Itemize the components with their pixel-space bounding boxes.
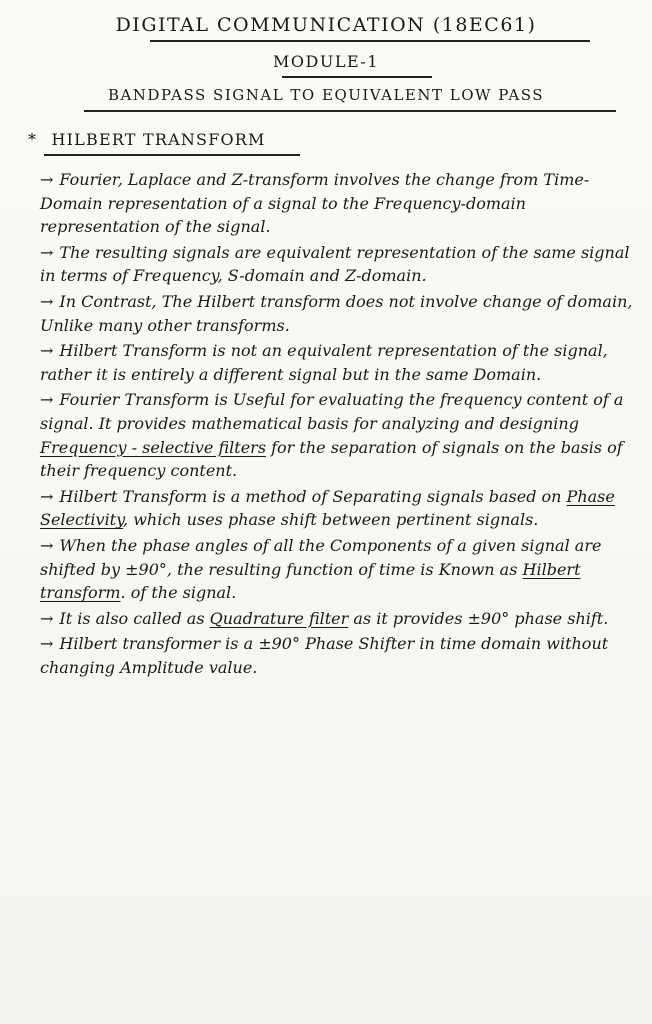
page-subtitle: BANDPASS SIGNAL TO EQUIVALENT LOW PASS [107, 86, 545, 104]
arrow-icon: → [40, 242, 54, 262]
bullet-list [40, 168, 636, 681]
bullet-text: , which uses phase shift between pertinent signals. [123, 510, 539, 530]
arrow-icon: → [40, 170, 54, 189]
bullet-item [40, 290, 636, 337]
page-title: DIGITAL COMMUNICATION (18EC61) [115, 14, 537, 36]
bullet-item [40, 241, 636, 288]
arrow-icon: → [40, 291, 54, 311]
bullet-text: In Contrast, The Hilbert transform does not involve change of domain, Unlike many other transforms. [40, 291, 633, 335]
arrow-icon: → [40, 341, 54, 361]
arrow-icon: → [40, 535, 54, 555]
arrow-icon: → [40, 486, 54, 506]
underlined-term: Quadrature filter [209, 608, 349, 628]
bullet-item [40, 632, 636, 679]
bullet-text: The resulting signals are equivalent representation of the same signal in terms of Frequency, S-domain and Z-domain. [40, 242, 630, 286]
bullet-text: Hilbert Transform is a method of Separating signals based on [59, 486, 567, 506]
bullet-text: . of the signal. [120, 583, 237, 603]
underlined-term: Phase Selectivity [40, 486, 615, 530]
underlined-term: Frequency - selective filters [40, 437, 267, 457]
bullet-text: as it provides ±90° phase shift. [348, 608, 609, 628]
section-underline [44, 154, 300, 156]
underlined-term: Hilbert transform [40, 559, 581, 603]
bullet-item [40, 607, 636, 631]
module-label: MODULE-1 [273, 52, 379, 71]
bullet-item [40, 485, 636, 532]
title-underline [150, 40, 590, 42]
section-heading [28, 130, 266, 149]
bullet-item [40, 339, 636, 386]
section-marker: * [28, 130, 38, 149]
bullet-text: Hilbert Transform is not an equivalent representation of the signal, rather it is entirely a different signal but in the same Domain. [40, 341, 608, 384]
bullet-text: Hilbert transformer is a ±90° Phase Shifter in time domain without changing Amplitude value. [40, 634, 609, 677]
bullet-item [40, 534, 636, 605]
bullet-text: Fourier Transform is Useful for evaluating the frequency content of a signal. It provides mathematical basis for analyzing and designing [40, 390, 624, 433]
bullet-text: It is also called as [59, 608, 210, 628]
arrow-icon: → [40, 390, 54, 410]
bullet-text: When the phase angles of all the Components of a given signal are shifted by ±90°, the resulting function of time is Known as [40, 535, 602, 579]
subtitle-underline [84, 110, 616, 112]
arrow-icon: → [40, 634, 54, 654]
module-underline [282, 76, 432, 78]
section-title: HILBERT TRANSFORM [51, 130, 266, 149]
bullet-item [40, 168, 636, 239]
bullet-item [40, 388, 636, 482]
bullet-text: for the separation of signals on the basis of their frequency content. [40, 437, 623, 481]
bullet-text: Fourier, Laplace and Z-transform involves the change from Time-Domain representation of a signal to the Frequency-domain representation of the signal. [40, 170, 590, 237]
arrow-icon: → [40, 608, 54, 628]
